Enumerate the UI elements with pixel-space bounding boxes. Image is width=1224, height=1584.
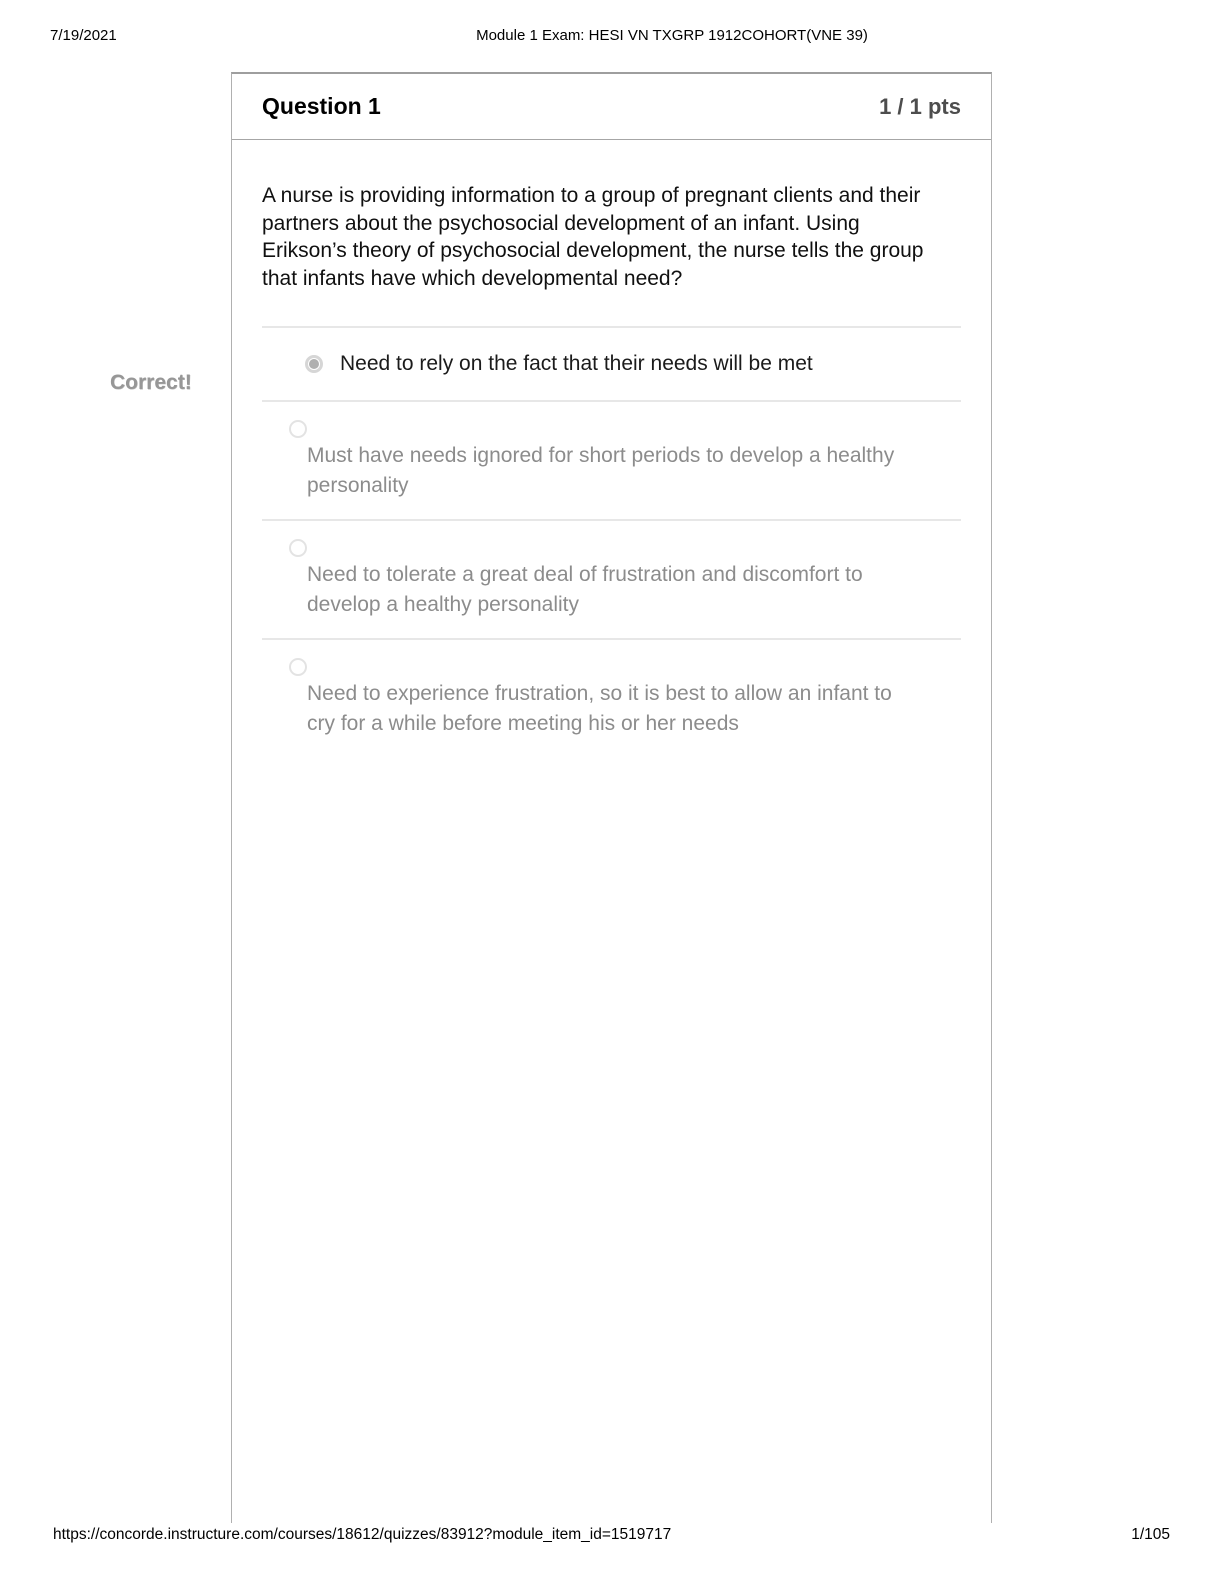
radio-unselected-icon[interactable] xyxy=(289,658,307,676)
answer-list xyxy=(262,326,961,757)
answer-text: Need to experience frustration, so it is best to allow an infant to cry for a while before meeting his or her needs xyxy=(307,682,892,735)
question-points: 1 / 1 pts xyxy=(879,93,961,119)
answer-option xyxy=(262,400,961,519)
footer-page-indicator: 1/105 xyxy=(1131,1526,1170,1543)
answer-text: Need to rely on the fact that their needs will be met xyxy=(340,352,813,375)
radio-unselected-icon[interactable] xyxy=(289,539,307,557)
radio-selected-icon[interactable] xyxy=(305,355,323,373)
print-header xyxy=(0,0,1224,60)
question-text: A nurse is providing information to a group of pregnant clients and their partners about the psychosocial development of an infant. Using Erikson’s theory of psychosocial development, the nurse tells the group that infants have which developmental need? xyxy=(262,184,924,290)
question-header xyxy=(232,74,991,140)
answer-text: Need to tolerate a great deal of frustration and discomfort to develop a healthy personality xyxy=(307,563,863,616)
question-card xyxy=(110,72,992,1523)
answer-option xyxy=(262,519,961,638)
answer-option xyxy=(262,638,961,757)
question-body xyxy=(232,140,991,757)
footer-url: https://concorde.instructure.com/courses/18612/quizzes/83912?module_item_id=1519717 xyxy=(53,1526,672,1543)
print-footer xyxy=(53,1526,1170,1544)
radio-unselected-icon[interactable] xyxy=(289,420,307,438)
print-date: 7/19/2021 xyxy=(50,27,117,44)
answer-option-correct xyxy=(262,326,961,400)
correct-badge: Correct! xyxy=(110,371,192,394)
document-title: Module 1 Exam: HESI VN TXGRP 1912COHORT(VNE 39) xyxy=(476,27,868,44)
question-title: Question 1 xyxy=(262,93,381,119)
answer-text: Must have needs ignored for short periods to develop a healthy personality xyxy=(307,444,895,497)
